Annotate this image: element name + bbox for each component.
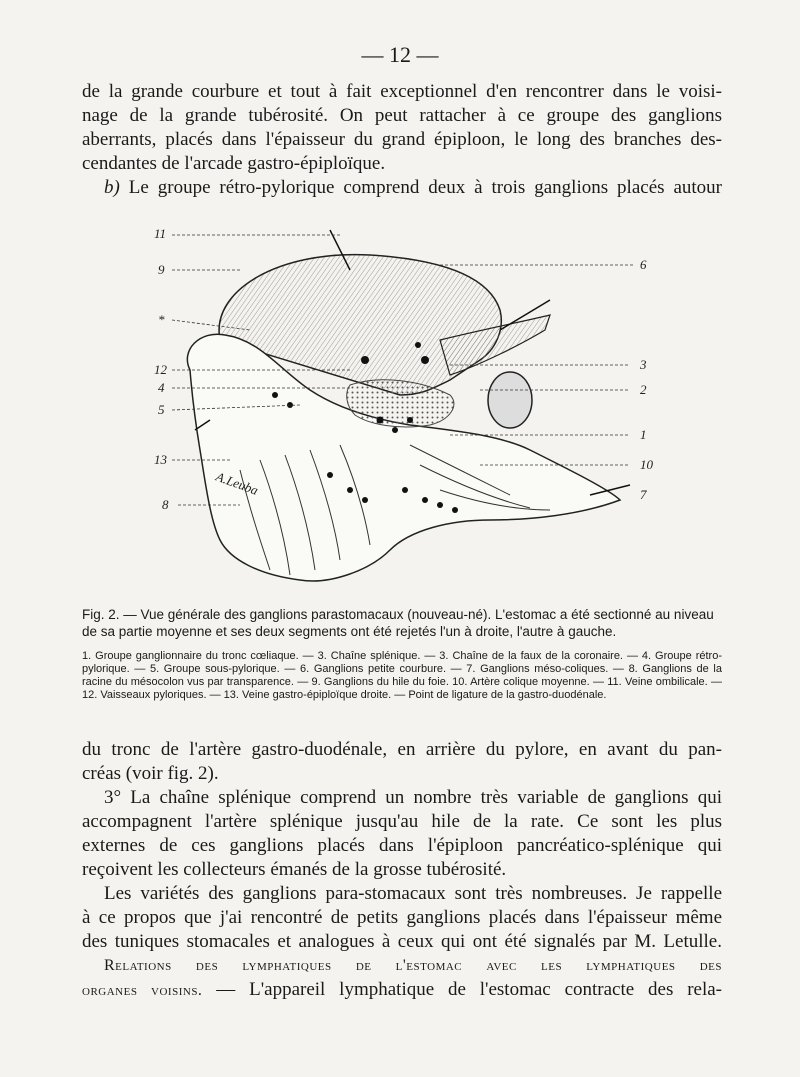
figure-label: 1 — [640, 427, 647, 442]
figure-label: 11 — [154, 226, 167, 241]
body-line: du tronc de l'artère gastro-duodénale, en arrière du pylore, en avant du pan- — [82, 739, 722, 760]
body-line: aberrants, placés dans l'épaisseur du grand épiploon, le long des branches des- — [82, 129, 722, 150]
body-line: reçoivent les collecteurs émanés de la grosse tubérosité. — [82, 859, 507, 880]
body-line: accompagnent l'artère splénique jusqu'au hile de la rate. Ce sont les plus — [82, 811, 722, 832]
body-line: des tuniques stomacales et analogues à ceux qui ont été signalés par M. Letulle. — [82, 931, 722, 952]
body-line: à ce propos que j'ai rencontré de petits ganglions placés dans l'épaisseur même — [82, 907, 722, 928]
figure-label: 6 — [640, 257, 647, 272]
body-line: de la grande courbure et tout à fait exceptionnel d'en rencontrer dans le voisi- — [82, 81, 722, 102]
figure-legend: 1. Groupe ganglionnaire du tronc cœliaque. — 3. Chaîne splénique. — 3. Chaîne de la faux de la coronaire. — 4. Groupe rétro-pylorique. — 5. Groupe sous-pylorique. — 6. Ganglions petite courbure. — 7. Ganglions méso-coliques. — 8. Ganglions de la racine du mésocolon vus par transparence. — 9. Ganglions du hile du foie. 10. Artère colique moyenne. — 11. Veine ombilicale. — 12. Vaisseaux pyloriques. — 13. Veine gastro-épiploïque droite. — Point de ligature de la gastro-duodénale. — [82, 650, 722, 701]
body-text: — L'appareil lymphatique de l'estomac contracte des rela- — [202, 979, 722, 1000]
figure-label: 10 — [640, 457, 653, 472]
figure-label: 7 — [640, 487, 647, 502]
body-text: Le groupe rétro-pylorique comprend deux à trois ganglions placés autour — [119, 177, 722, 198]
body-line: cendantes de l'arcade gastro-épiploïque. — [82, 153, 386, 174]
stomach-illustration — [150, 220, 660, 600]
figure-label: 9 — [158, 262, 165, 277]
artist-signature: A.Leuba — [213, 468, 261, 498]
body-line: externes de ces ganglions placés dans l'épiploon pancréatico-splénique qui — [82, 835, 722, 856]
figure-caption: Fig. 2. — Vue générale des ganglions parastomacaux (nouveau-né). L'estomac a été sectionné au niveau de sa partie moyenne et ses deux segments ont été rejetés l'un à droite, l'autre à gauche. — [82, 607, 714, 639]
body-line — [104, 176, 722, 200]
body-line: 3° La chaîne splénique comprend un nombre très variable de ganglions qui — [104, 787, 722, 808]
list-letter: b) — [104, 177, 120, 198]
page-number: — 12 — — [361, 42, 439, 67]
figure-label: 8 — [162, 497, 169, 512]
body-line: créas (voir fig. 2). — [82, 763, 219, 784]
anatomical-figure — [150, 220, 660, 600]
figure-label: 12 — [154, 362, 167, 377]
figure-label: 2 — [640, 382, 647, 397]
section-heading-line: Relations des lymphatiques de l'estomac avec les lymphatiques des — [104, 957, 722, 974]
pylorus-segment — [488, 372, 532, 428]
figure-label: 5 — [158, 402, 165, 417]
figure-label: 3 — [640, 357, 647, 372]
body-line: Les variétés des ganglions para-stomacaux sont très nombreuses. Je rappelle — [104, 883, 722, 904]
body-line — [82, 978, 722, 1003]
section-heading: organes voisins. — [82, 982, 203, 999]
body-line: nage de la grande tubérosité. On peut rattacher à ce groupe des ganglions — [82, 105, 722, 126]
figure-label: 13 — [154, 452, 167, 467]
figure-label: * — [158, 312, 165, 327]
figure-label: 4 — [158, 380, 165, 395]
